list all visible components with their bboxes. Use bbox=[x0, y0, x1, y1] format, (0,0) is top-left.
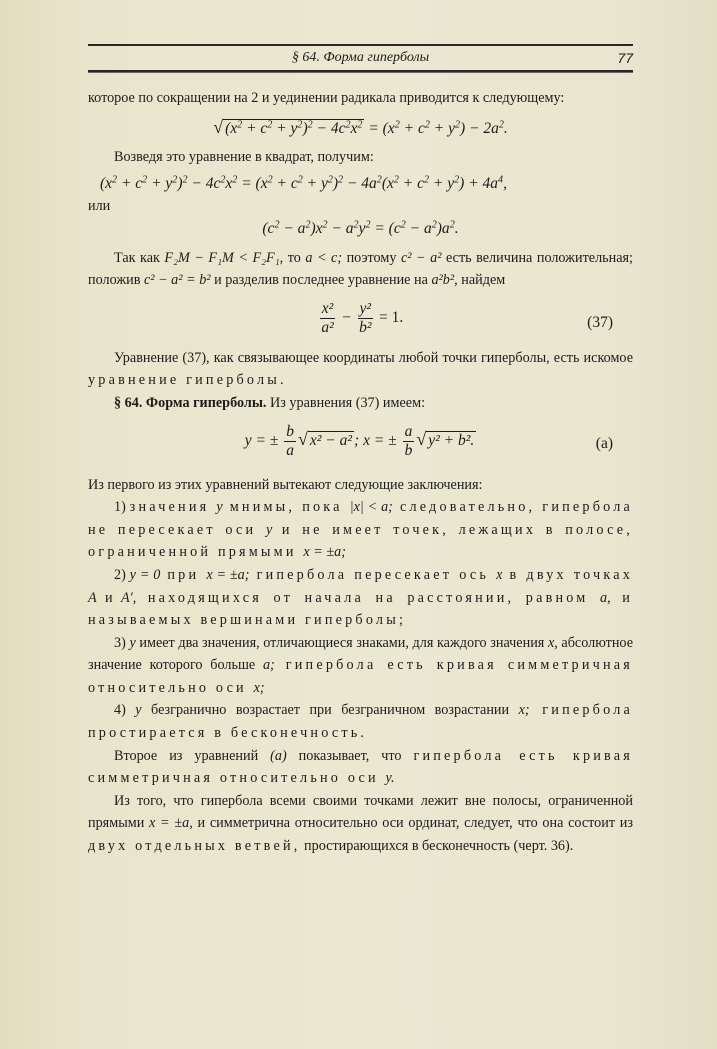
list-item-1: 1) значения y мнимы, пока |x| < a; следовательно, гипербола не пересекает оси y и не имеет точек, лежащих в полосе, ограниченной прямыми x = ±a; bbox=[88, 499, 634, 561]
math-inline: c² − a² bbox=[400, 249, 442, 266]
paragraph-1: которое по сокращении на 2 и уединении радикала приводится к следующему: bbox=[88, 90, 565, 106]
paragraph-6: Из первого из этих уравнений вытекают следующие заключения: bbox=[88, 476, 483, 493]
paragraph-8: Из того, что гипербола всеми своими точками лежит вне полосы, ограниченной прямыми x = ±a, и симметрична относительно оси ординат, следует, что она состоит из двух отдельных ветвей, простирающихся в бесконечность (черт. 36). bbox=[88, 792, 633, 855]
text: и разделив последнее уравнение на bbox=[210, 272, 432, 289]
list-item-4: 4) y безгранично возрастает при безграничном возрастании x; гипербола простирается в бесконечность. bbox=[88, 702, 633, 742]
fraction: $\frac{\text{x²}}{\text{a²}}$ bbox=[321, 299, 334, 336]
equation-radical: √ $(x^2 + c^2 + y^2)^2 - 4c^2x^2 = (x^2 + c^2 + y^2) - 2a^2$. bbox=[213, 116, 508, 137]
equation-label: (a) bbox=[595, 434, 613, 452]
math-inline: a²b², bbox=[431, 272, 458, 289]
radicand: $(x^2 + c^2 + y^2)^2 - 4c^2x^2$ bbox=[225, 119, 363, 137]
radical-sign: √ bbox=[298, 428, 308, 449]
page-body bbox=[88, 87, 633, 858]
fraction: $\frac{b}{a}$ bbox=[286, 422, 295, 459]
spaced-emphasis: уравнение гиперболы. bbox=[88, 372, 287, 389]
section-64-intro: § 64. Форма гиперболы. Из уравнения (37) имеем: bbox=[114, 394, 426, 411]
equation-simplified: $(c^2 - a^2)x^2 - a^2y^2 = (c^2 - a^2)a^2$. bbox=[262, 219, 459, 237]
math-inline: F₂M − F₁M < F₂F₁, bbox=[164, 249, 284, 266]
text: есть величина положительная; положив bbox=[88, 249, 633, 289]
fraction: $\frac{\text{y²}}{\text{b²}}$ bbox=[359, 299, 372, 336]
text: поэтому bbox=[342, 249, 401, 266]
header-rule-bottom bbox=[88, 70, 633, 73]
equation-label: (37) bbox=[587, 313, 613, 331]
radical-sign: √ bbox=[213, 116, 224, 137]
equation-a: y = ± $\frac{b}{a}$ √ x² − a² ; x = ± $\frac{a}{b}$ √ y² + b². (a) bbox=[244, 422, 613, 459]
list-item-3: 3) y имеет два значения, отличающиеся знаками, для каждого значения x, абсолютное значение которого больше a; гипербола есть кривая симметричная относительно оси x; bbox=[88, 634, 633, 696]
paragraph-7: Второе из уравнений (a) показывает, что гипербола есть кривая симметричная относительно оси y. bbox=[88, 747, 633, 787]
paragraph-4: Уравнение (37), как связывающее координаты любой точки гиперболы, есть искомое уравнение гиперболы. bbox=[88, 349, 633, 389]
equation-37: $\frac{\text{x²}}{\text{a²}}$ − $\frac{\text{y²}}{\text{b²}}$ = 1. (37) bbox=[321, 299, 613, 336]
book-page bbox=[88, 44, 633, 858]
running-header bbox=[88, 46, 633, 70]
paragraph-3 bbox=[88, 247, 633, 292]
or-label: или bbox=[88, 198, 111, 215]
text: найдем bbox=[457, 272, 506, 289]
fraction: $\frac{a}{b}$ bbox=[404, 422, 413, 459]
equation-squared: $(x^2 + c^2 + y^2)^2 - 4c^2x^2 = (x^2 + c^2 + y^2)^2 - 4a^2(x^2 + c^2 + y^2) + 4a^4$, bbox=[100, 174, 507, 192]
paragraph-2: Возведя это уравнение в квадрат, получим: bbox=[114, 149, 374, 166]
page-number: 77 bbox=[617, 50, 633, 66]
list-item-2: 2) y = 0 при x = ±a; гипербола пересекает ось x в двух точках A и A′, находящихся от начала на расстоянии, равном a, и называемых вершинами гиперболы; bbox=[88, 566, 634, 629]
section-title: § 64. Форма гиперболы bbox=[291, 50, 430, 65]
radical-sign: √ bbox=[416, 428, 427, 449]
text: Так как bbox=[114, 249, 165, 266]
section-heading: § 64. Форма гиперболы. bbox=[114, 394, 267, 411]
text: то bbox=[283, 249, 306, 266]
math-inline: c² − a² = b² bbox=[143, 272, 211, 289]
math-inline: a < c; bbox=[305, 249, 343, 266]
